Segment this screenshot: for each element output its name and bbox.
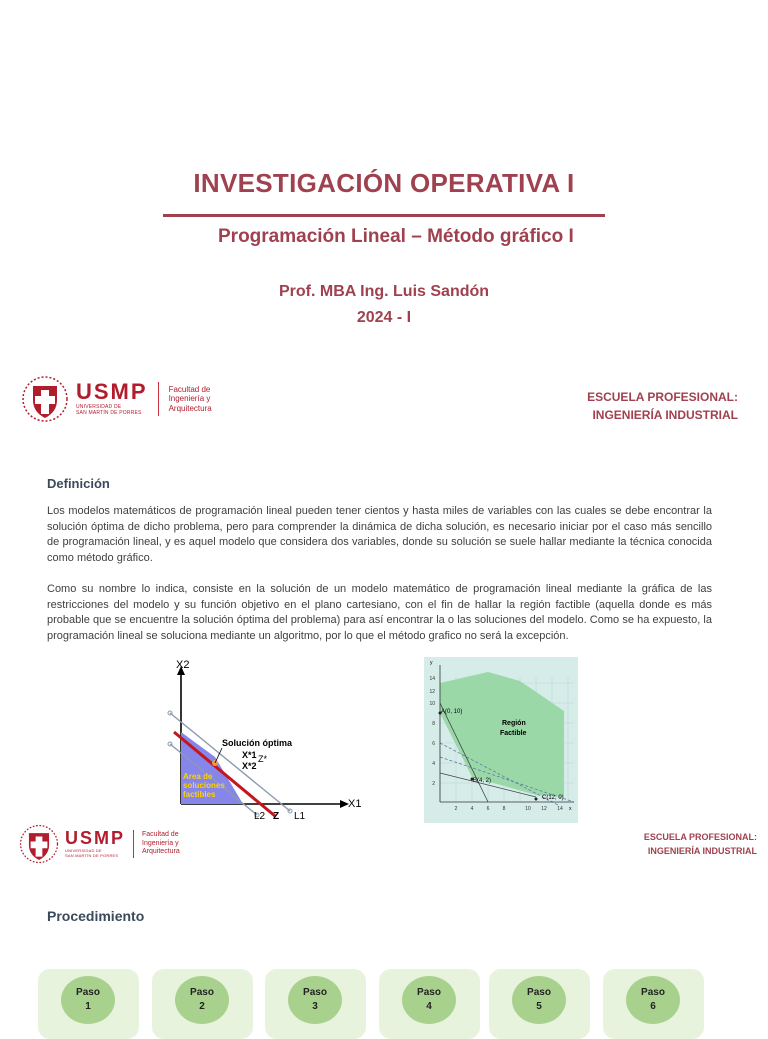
fig2-point-c-label: C(12, 0) bbox=[542, 795, 564, 801]
step-circle bbox=[626, 976, 680, 1024]
fig1-x1-star: X*1 bbox=[242, 750, 257, 760]
step-card-5[interactable] bbox=[489, 969, 590, 1039]
fig1-optimal-label: Solución óptima bbox=[222, 738, 293, 748]
logo-university-line1: UNIVERSIDAD DE bbox=[76, 404, 122, 411]
fig2-y-tick: 8 bbox=[432, 721, 435, 727]
step-number: 6 bbox=[650, 1001, 656, 1012]
fig1-x2-star: X*2 bbox=[242, 761, 257, 771]
fig1-area-label-2: soluciones bbox=[183, 781, 225, 790]
fig2-y-tick: 6 bbox=[432, 741, 435, 747]
step-circle bbox=[288, 976, 342, 1024]
usmp-logo-footer bbox=[18, 823, 180, 865]
fig2-y-tick: 12 bbox=[429, 689, 435, 695]
logo-brand: USMP bbox=[76, 379, 148, 405]
step-label: Paso bbox=[417, 987, 441, 998]
fig1-z-label: Z bbox=[273, 811, 280, 822]
page-title: INVESTIGACIÓN OPERATIVA I bbox=[193, 168, 575, 198]
fig2-x-tick: 14 bbox=[557, 806, 563, 812]
logo-university-line1: UNIVERSIDAD DE bbox=[65, 848, 102, 854]
fig1-z-star: Z* bbox=[258, 754, 267, 764]
step-circle bbox=[402, 976, 456, 1024]
fig1-area-label-3: factibles bbox=[183, 790, 216, 799]
title-divider bbox=[163, 214, 605, 217]
logo-faculty-line1: Facultad de bbox=[168, 384, 211, 394]
step-card-2[interactable] bbox=[152, 969, 253, 1039]
logo-faculty-line1: Facultad de bbox=[142, 831, 179, 839]
definition-heading: Definición bbox=[47, 476, 110, 491]
academic-period: 2024 - I bbox=[356, 309, 412, 326]
graphic-method-figure-1 bbox=[160, 658, 365, 824]
fig1-area-label-1: Area de bbox=[183, 772, 213, 781]
logo-university-line2: SAN MARTÍN DE PORRES bbox=[76, 410, 142, 416]
step-number: 1 bbox=[85, 1001, 91, 1012]
step-label: Paso bbox=[190, 987, 214, 998]
usmp-crest-icon bbox=[20, 374, 70, 424]
step-label: Paso bbox=[527, 987, 551, 998]
fig2-x-tick: 2 bbox=[454, 806, 458, 812]
step-card-3[interactable] bbox=[265, 969, 366, 1039]
fig1-x-axis-label: X1 bbox=[348, 798, 362, 810]
procedure-heading: Procedimiento bbox=[47, 908, 145, 924]
step-label: Paso bbox=[303, 987, 327, 998]
logo-university-line2: SAN MARTÍN DE PORRES bbox=[65, 853, 119, 858]
fig2-x-tick: 12 bbox=[541, 806, 547, 812]
step-label: Paso bbox=[76, 987, 100, 998]
school-line2: INGENIERÍA INDUSTRIAL bbox=[647, 846, 757, 856]
school-line1: ESCUELA PROFESIONAL: bbox=[643, 832, 757, 842]
fig2-x-tick: 6 bbox=[486, 806, 490, 812]
step-circle bbox=[61, 976, 115, 1024]
fig2-y-axis-label: y bbox=[430, 660, 433, 666]
fig2-region-label-2: Factible bbox=[500, 730, 527, 737]
fig2-point-a-label: A(0, 10) bbox=[441, 709, 463, 715]
fig1-y-axis-label: X2 bbox=[176, 659, 190, 671]
step-number: 5 bbox=[536, 1001, 542, 1012]
usmp-crest-icon bbox=[18, 823, 60, 865]
fig2-x-tick: 8 bbox=[502, 806, 506, 812]
definition-paragraph-1: Los modelos matemáticos de programación lineal pueden tener cientos y hasta miles de variables con las cuales se debe encontrar la solución óptima de dicho problema, pero para comprender la dinámica de dicha solución, es necesario iniciar por el caso más sencillo de programación lineal, y es aquel modelo que considera dos variables, donde su solución se suele hallar mediante la técnica conocida como método gráfico. bbox=[47, 505, 712, 564]
school-label-footer bbox=[644, 830, 757, 858]
step-number: 2 bbox=[199, 1001, 205, 1012]
fig1-l2-label: L2 bbox=[254, 811, 266, 822]
fig2-point-b-label: B(4, 2) bbox=[473, 778, 492, 784]
school-label bbox=[587, 388, 738, 424]
logo-faculty-line3: Arquitectura bbox=[168, 403, 212, 413]
fig2-y-tick: 2 bbox=[432, 781, 435, 787]
fig2-x-tick: 4 bbox=[470, 806, 474, 812]
step-card-6[interactable] bbox=[603, 969, 704, 1039]
step-circle bbox=[512, 976, 566, 1024]
fig2-x-tick: 10 bbox=[525, 806, 531, 812]
step-card-4[interactable] bbox=[379, 969, 480, 1039]
step-number: 4 bbox=[426, 1001, 432, 1012]
usmp-logo bbox=[20, 374, 212, 424]
fig2-y-tick: 10 bbox=[429, 701, 435, 707]
fig2-y-tick: 4 bbox=[432, 761, 435, 767]
page-subtitle: Programación Lineal – Método gráfico I bbox=[218, 226, 574, 247]
logo-faculty-line2: Ingeniería y bbox=[142, 839, 179, 847]
logo-brand: USMP bbox=[65, 828, 126, 849]
professor-name: Prof. MBA Ing. Luis Sandón bbox=[278, 283, 490, 300]
fig2-region-label-1: Región bbox=[502, 720, 526, 727]
logo-faculty-line3: Arquitectura bbox=[142, 848, 180, 856]
school-line1: ESCUELA PROFESIONAL: bbox=[587, 390, 738, 404]
step-number: 3 bbox=[312, 1001, 318, 1012]
logo-faculty-line2: Ingeniería y bbox=[168, 394, 211, 404]
fig2-point-c bbox=[535, 798, 538, 801]
step-card-1[interactable] bbox=[38, 969, 139, 1039]
fig2-x-axis-label: x bbox=[569, 806, 572, 812]
fig1-l1-label: L1 bbox=[294, 811, 306, 822]
fig2-y-tick: 14 bbox=[429, 676, 435, 682]
step-label: Paso bbox=[641, 987, 665, 998]
logo-separator bbox=[158, 382, 159, 416]
school-line2: INGENIERÍA INDUSTRIAL bbox=[592, 408, 738, 422]
definition-paragraph-2: Como su nombre lo indica, consiste en la solución de un modelo matemático de programación lineal mediante la gráfica de las restricciones del modelo y su función objetivo en el plano cartesiano, con el fin de hallar la región factible (aquella donde es más probable que se encuentre la solución óptima del problema) para así encontrar la o las soluciones del modelo. Como se ha expuesto, la programación lineal se soluciona mediante un algoritmo, por lo que el método grafico no será la excepción. bbox=[47, 583, 712, 642]
logo-separator bbox=[133, 830, 134, 858]
graphic-method-figure-2 bbox=[424, 657, 578, 823]
step-circle bbox=[175, 976, 229, 1024]
